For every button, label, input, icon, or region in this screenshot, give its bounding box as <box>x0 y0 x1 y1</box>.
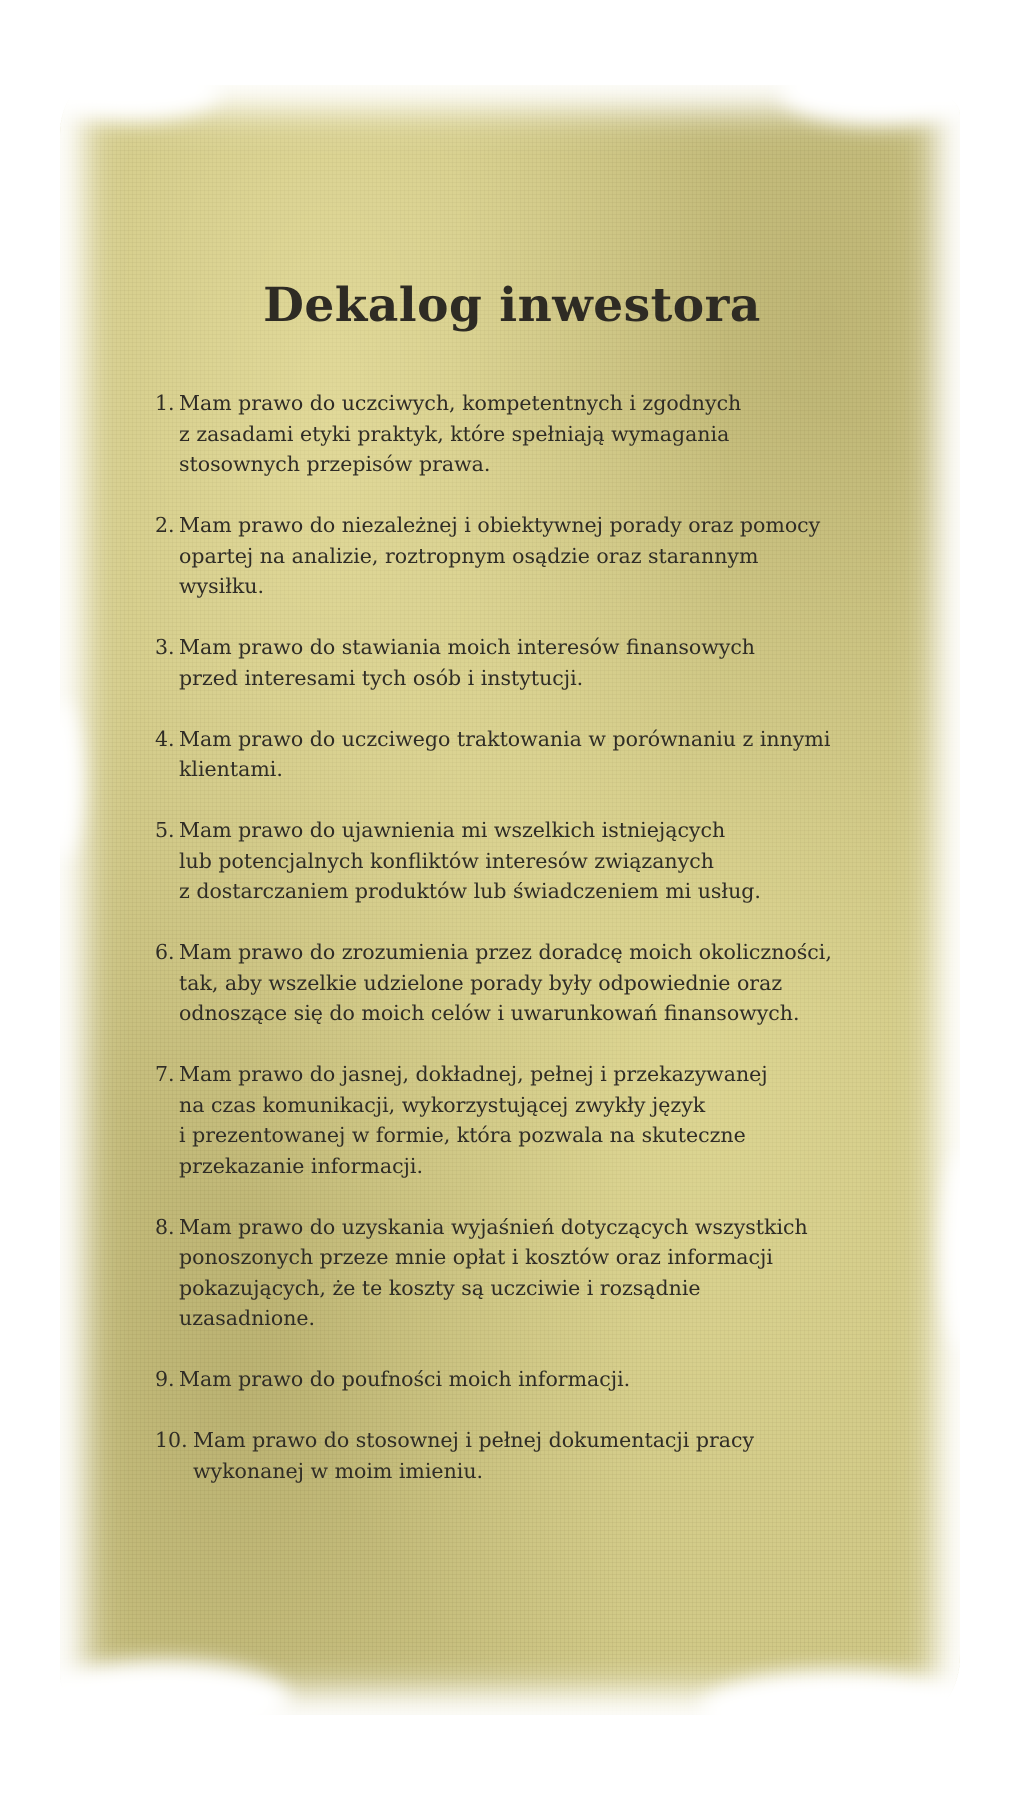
list-item <box>155 815 875 907</box>
list-item <box>155 388 875 480</box>
list-item <box>155 937 875 1029</box>
item-number: 5. <box>155 818 175 842</box>
list-item <box>155 1425 875 1486</box>
list-item <box>155 632 875 693</box>
document-title: Dekalog inwestora <box>263 278 761 333</box>
edge-wear <box>700 1670 980 1750</box>
item-number: 6. <box>155 940 175 964</box>
decalogue-list <box>155 388 875 1517</box>
edge-wear <box>40 60 220 120</box>
edge-wear <box>30 1660 290 1740</box>
item-text: Mam prawo do stosownej i pełnej dokumentacji pracy wykonanej w moim imieniu. <box>193 1428 755 1483</box>
edge-wear <box>945 1150 985 1350</box>
list-item <box>155 1212 875 1334</box>
item-text: Mam prawo do niezależnej i obiektywnej porady oraz pomocy opartej na analizie, roztropnym osądzie oraz starannym wysiłku. <box>179 513 821 598</box>
item-text: Mam prawo do zrozumienia przez doradcę moich okoliczności, tak, aby wszelkie udzielone porady były odpowiednie oraz odnoszące się do moich celów i uwarunkowań finansowych. <box>179 940 832 1025</box>
item-number: 4. <box>155 726 175 751</box>
item-number: 10. <box>155 1428 188 1452</box>
list-item <box>155 1364 875 1395</box>
item-text: Mam prawo do jasnej, dokładnej, pełnej i przekazywanej na czas komunikacji, wykorzystującej zwykły język i prezentowanej w formie, która pozwala na skuteczne przekazanie informacji. <box>179 1062 768 1178</box>
item-text: Mam prawo do uczciwych, kompetentnych i zgodnych z zasadami etyki praktyk, które spełniają wymagania stosownych przepisów prawa. <box>179 391 742 476</box>
item-number: 9. <box>155 1367 175 1391</box>
item-number: 7. <box>155 1062 175 1086</box>
item-text: Mam prawo do stawiania moich interesów finansowych przed interesami tych osób i instytucji. <box>179 635 756 690</box>
item-text: Mam prawo do uzyskania wyjaśnień dotyczących wszystkich ponoszonych przeze mnie opłat i kosztów oraz informacji pokazujących, że te koszty są uczciwie i rozsądnie uzasadnione. <box>179 1214 808 1330</box>
item-number: 1. <box>155 391 175 415</box>
item-text: Mam prawo do poufności moich informacji. <box>179 1367 631 1391</box>
item-text: Mam prawo do ujawnienia mi wszelkich istniejących lub potencjalnych konfliktów interesów związanych z dostarczaniem produktów lub świadczeniem mi usług. <box>179 818 761 903</box>
item-number: 8. <box>155 1214 175 1239</box>
list-item <box>155 510 875 602</box>
item-number: 3. <box>155 635 175 659</box>
list-item <box>155 1059 875 1181</box>
edge-wear <box>780 55 980 125</box>
item-text: Mam prawo do uczciwego traktowania w porównaniu z innymi klientami. <box>179 726 831 781</box>
list-item <box>155 724 875 785</box>
edge-wear <box>40 700 80 860</box>
item-number: 2. <box>155 513 175 537</box>
